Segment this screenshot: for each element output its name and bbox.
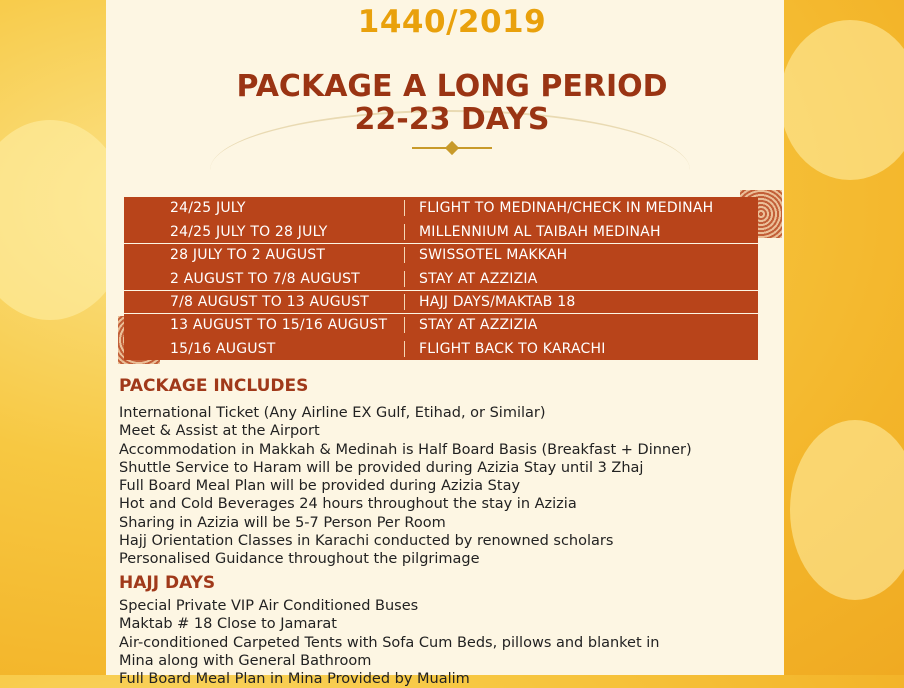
schedule-event: STAY AT AZZIZIA (419, 317, 538, 334)
schedule-row (124, 267, 758, 290)
schedule-table (124, 197, 758, 361)
schedule-separator (404, 294, 405, 310)
list-item: Shuttle Service to Haram will be provided during Azizia Stay until 3 Zhaj (119, 459, 644, 476)
schedule-row (124, 220, 758, 243)
schedule-separator (404, 224, 405, 240)
list-item: Accommodation in Makkah & Medinah is Half Board Basis (Breakfast + Dinner) (119, 441, 692, 458)
schedule-event: STAY AT AZZIZIA (419, 270, 538, 287)
schedule-separator (404, 247, 405, 263)
background-splash (790, 420, 904, 600)
title-line-1: PACKAGE A LONG PERIOD (236, 69, 668, 104)
schedule-row (124, 291, 758, 314)
list-item: Maktab # 18 Close to Jamarat (119, 616, 337, 633)
schedule-date: 24/25 JULY (170, 200, 246, 217)
list-item: Hajj Orientation Classes in Karachi conducted by renowned scholars (119, 533, 614, 550)
schedule-date: 7/8 AUGUST TO 13 AUGUST (170, 293, 370, 310)
hajj-days-heading: HAJJ DAYS (119, 573, 216, 593)
list-item: Sharing in Azizia will be 5-7 Person Per Room (119, 514, 446, 531)
schedule-date: 24/25 JULY TO 28 JULY (170, 223, 328, 240)
schedule-separator (404, 200, 405, 216)
list-item: Full Board Meal Plan will be provided during Azizia Stay (119, 478, 521, 495)
schedule-date: 15/16 AUGUST (170, 340, 276, 357)
schedule-row (124, 314, 758, 337)
schedule-event: MILLENNIUM AL TAIBAH MEDINAH (419, 223, 661, 240)
list-item: Meet & Assist at the Airport (119, 423, 320, 440)
schedule-event: HAJJ DAYS/MAKTAB 18 (419, 293, 576, 310)
schedule-row (124, 197, 758, 220)
list-item: Full Board Meal Plan in Mina Provided by Mualim (119, 671, 470, 688)
schedule-separator (404, 341, 405, 357)
list-item: Hot and Cold Beverages 24 hours throughout the stay in Azizia (119, 496, 577, 513)
schedule-date: 2 AUGUST TO 7/8 AUGUST (170, 270, 360, 287)
list-item: Personalised Guidance throughout the pilgrimage (119, 551, 480, 568)
package-includes-heading: PACKAGE INCLUDES (119, 376, 309, 396)
hajj-days-list (119, 597, 759, 688)
schedule-separator (404, 271, 405, 287)
list-item: Special Private VIP Air Conditioned Buses (119, 598, 419, 614)
package-includes-list (119, 404, 759, 569)
schedule-event: FLIGHT TO MEDINAH/CHECK IN MEDINAH (419, 200, 714, 217)
schedule-row (124, 337, 758, 360)
schedule-date: 13 AUGUST TO 15/16 AUGUST (170, 317, 388, 334)
year-label: 1440/2019 (357, 4, 547, 40)
list-item: Mina along with General Bathroom (119, 652, 372, 669)
list-item: Air-conditioned Carpeted Tents with Sofa Cum Beds, pillows and blanket in (119, 634, 660, 651)
list-item: International Ticket (Any Airline EX Gulf, Etihad, or Similar) (119, 405, 546, 421)
schedule-event: FLIGHT BACK TO KARACHI (419, 340, 606, 357)
title-line-2: 22-23 DAYS (354, 102, 550, 137)
schedule-row (124, 244, 758, 267)
schedule-separator (404, 317, 405, 333)
schedule-date: 28 JULY TO 2 AUGUST (170, 247, 326, 264)
page-title (0, 70, 904, 136)
schedule-event: SWISSOTEL MAKKAH (419, 247, 568, 264)
